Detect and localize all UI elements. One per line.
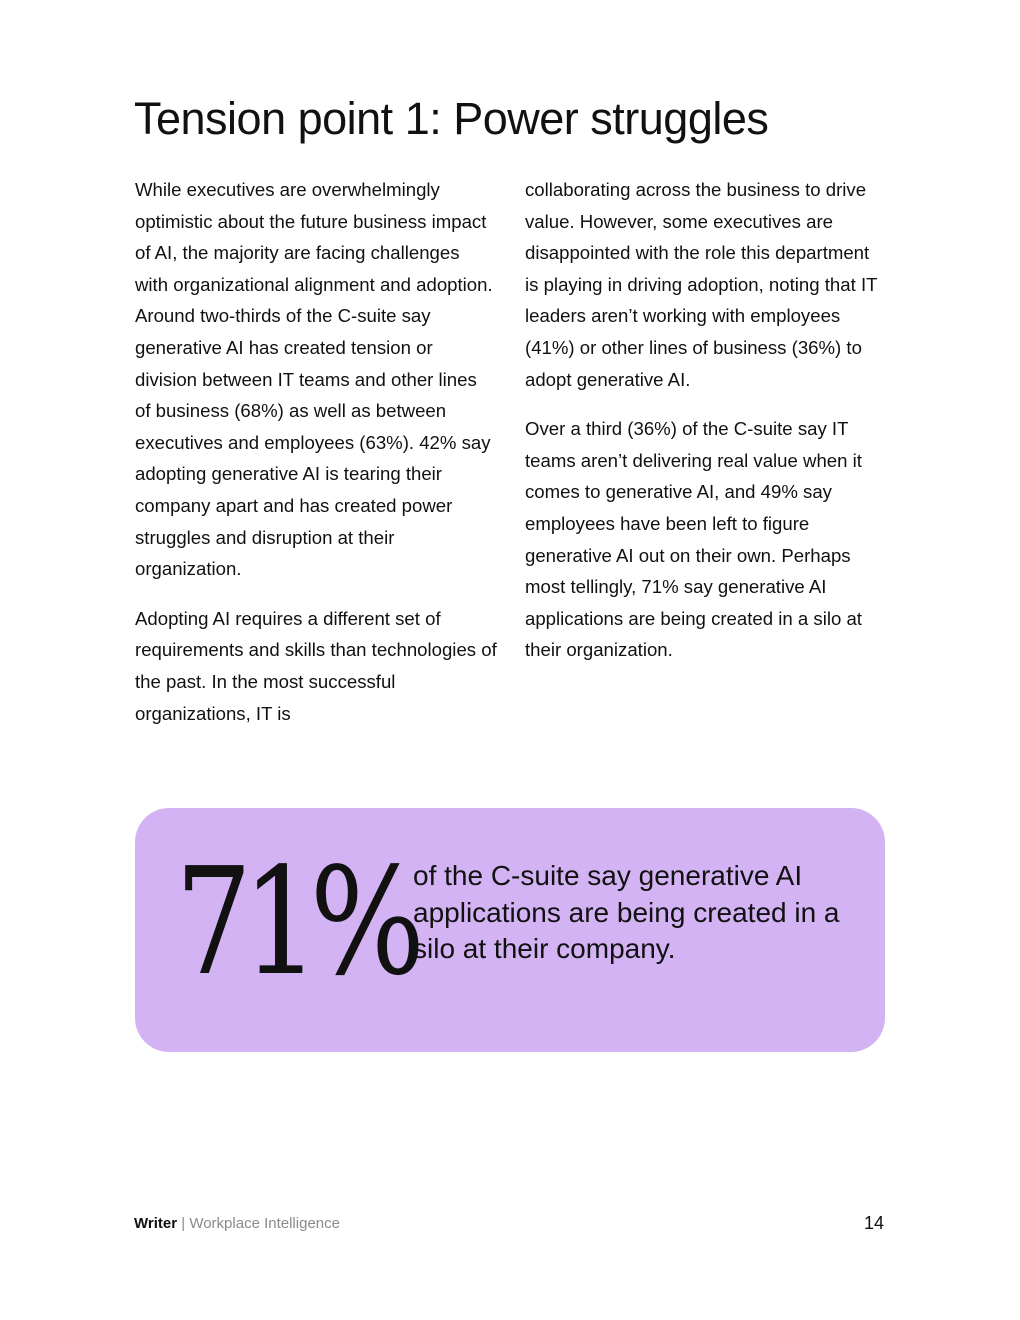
footer-separator: | bbox=[181, 1215, 186, 1232]
left-column bbox=[135, 174, 497, 747]
body-paragraph: While executives are overwhelmingly optimistic about the future business impact of AI, the majority are facing challenges with organizational alignment and adoption. Around two-thirds of the C-suite say generative AI has created tension or division between IT teams and other lines of business (68%) as well as between executives and employees (63%). 42% say adopting generative AI is tearing their company apart and has created power struggles and disruption at their organization. bbox=[135, 179, 493, 580]
footer-brand: Writer bbox=[134, 1215, 178, 1232]
right-column bbox=[525, 174, 887, 684]
body-paragraph: Adopting AI requires a different set of requirements and skills than technologies of the past. In the most successful organizations, IT is bbox=[135, 607, 497, 724]
body-paragraph: Over a third (36%) of the C-suite say IT teams aren’t delivering real value when it comes to generative AI, and 49% say employees have been left to figure generative AI out on their own. Perhaps most tellingly, 71% say generative AI applications are being created in a silo at their organization. bbox=[525, 418, 862, 661]
body-paragraph: collaborating across the business to drive value. However, some executives are disappointed with the role this department is playing in driving adoption, noting that IT leaders aren’t working with employees (41%) or other lines of business (36%) to adopt generative AI. bbox=[525, 179, 878, 390]
page-title: Tension point 1: Power struggles bbox=[134, 93, 769, 144]
callout-stat-text: of the C-suite say generative AI applications are being created in a silo at their company. bbox=[413, 860, 840, 964]
stat-callout bbox=[135, 808, 885, 1052]
callout-stat-number: 71% bbox=[175, 836, 416, 1008]
footer-partner: Workplace Intelligence bbox=[189, 1215, 340, 1232]
page-number: 14 bbox=[863, 1213, 884, 1233]
footer bbox=[134, 1214, 340, 1234]
